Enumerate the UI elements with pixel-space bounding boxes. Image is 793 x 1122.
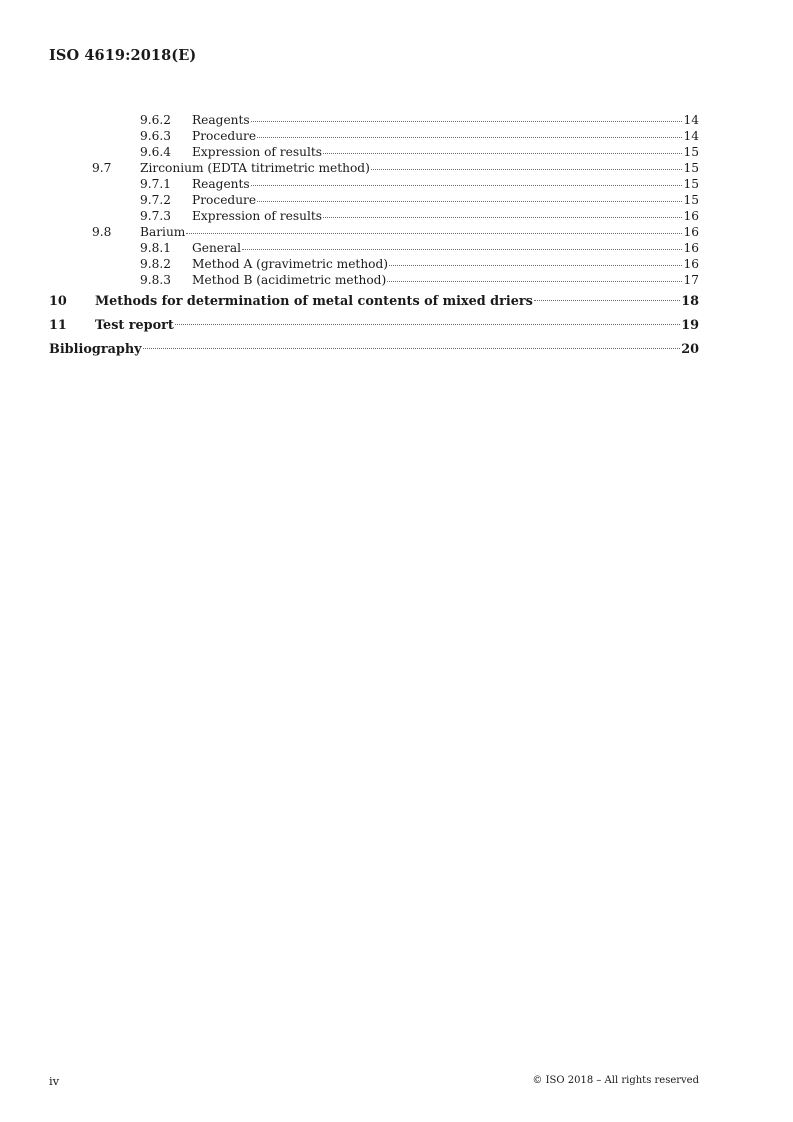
dot-leader bbox=[251, 121, 683, 122]
toc-entry-number: 9.8.1 bbox=[140, 241, 172, 255]
toc-entry-title: Zirconium (EDTA titrimetric method) bbox=[140, 161, 370, 175]
dot-leader bbox=[257, 137, 682, 138]
dot-leader bbox=[534, 300, 680, 301]
dot-leader bbox=[251, 185, 683, 186]
toc-entry-9-7-3[interactable] bbox=[49, 208, 699, 224]
document-identifier: ISO 4619:2018(E) bbox=[49, 47, 197, 64]
toc-entry-title: Barium bbox=[140, 225, 186, 239]
dot-leader bbox=[323, 153, 682, 154]
toc-entry-number: 9.8.2 bbox=[140, 257, 172, 271]
toc-entry-page: 16 bbox=[683, 257, 699, 271]
toc-entry-number: 11 bbox=[49, 318, 67, 333]
toc-entry-title: Procedure bbox=[192, 129, 257, 143]
dot-leader bbox=[186, 233, 682, 234]
dot-leader bbox=[323, 217, 682, 218]
toc-entry-9-7-1[interactable] bbox=[49, 176, 699, 192]
toc-entry-number: 9.7.1 bbox=[140, 177, 172, 191]
toc-entry-number: 9.7.3 bbox=[140, 209, 172, 223]
toc-entry-number: 9.8.3 bbox=[140, 273, 172, 287]
table-of-contents bbox=[49, 112, 699, 362]
toc-entry-9-8-3[interactable] bbox=[49, 272, 699, 288]
toc-entry-page: 19 bbox=[681, 318, 699, 333]
toc-entry-title: Procedure bbox=[192, 193, 257, 207]
toc-entry-number: 9.7.2 bbox=[140, 193, 172, 207]
dot-leader bbox=[387, 281, 682, 282]
toc-entry-10[interactable] bbox=[49, 290, 699, 314]
toc-entry-title: Expression of results bbox=[192, 209, 322, 223]
page-number: iv bbox=[49, 1074, 60, 1088]
toc-entry-page: 16 bbox=[683, 225, 699, 239]
toc-entry-9-6-2[interactable] bbox=[49, 112, 699, 128]
toc-entry-title: Expression of results bbox=[192, 145, 322, 159]
toc-entry-number: 9.6.3 bbox=[140, 129, 172, 143]
toc-entry-title: Bibliography bbox=[49, 342, 142, 357]
toc-entry-title: Reagents bbox=[192, 113, 250, 127]
toc-entry-9-7[interactable] bbox=[49, 160, 699, 176]
toc-entry-title: Reagents bbox=[192, 177, 250, 191]
toc-entry-number: 9.7 bbox=[92, 161, 112, 175]
toc-entry-page: 15 bbox=[683, 145, 699, 159]
toc-entry-number: 9.6.4 bbox=[140, 145, 172, 159]
toc-entry-page: 20 bbox=[681, 342, 699, 357]
toc-entry-11[interactable] bbox=[49, 314, 699, 338]
toc-entry-page: 14 bbox=[683, 113, 699, 127]
toc-entry-9-6-4[interactable] bbox=[49, 144, 699, 160]
dot-leader bbox=[257, 201, 682, 202]
toc-entry-number: 10 bbox=[49, 294, 67, 309]
toc-entry-9-8-1[interactable] bbox=[49, 240, 699, 256]
toc-entry-title: Method B (acidimetric method) bbox=[192, 273, 387, 287]
toc-entry-9-7-2[interactable] bbox=[49, 192, 699, 208]
toc-entry-9-8[interactable] bbox=[49, 224, 699, 240]
toc-entry-page: 17 bbox=[683, 273, 699, 287]
copyright-notice: © ISO 2018 – All rights reserved bbox=[532, 1075, 699, 1086]
dot-leader bbox=[371, 169, 683, 170]
toc-entry-title: Methods for determination of metal contents of mixed driers bbox=[95, 294, 533, 309]
toc-entry-number: 9.8 bbox=[92, 225, 112, 239]
toc-entry-page: 15 bbox=[683, 161, 699, 175]
dot-leader bbox=[143, 348, 681, 349]
dot-leader bbox=[175, 324, 680, 325]
dot-leader bbox=[242, 249, 682, 250]
toc-entry-title: General bbox=[192, 241, 241, 255]
dot-leader bbox=[389, 265, 682, 266]
toc-entry-page: 15 bbox=[683, 193, 699, 207]
toc-entry-page: 18 bbox=[681, 294, 699, 309]
toc-entry-title: Method A (gravimetric method) bbox=[192, 257, 389, 271]
toc-entry-page: 14 bbox=[683, 129, 699, 143]
toc-entry-page: 15 bbox=[683, 177, 699, 191]
toc-entry-number: 9.6.2 bbox=[140, 113, 172, 127]
toc-entry-9-6-3[interactable] bbox=[49, 128, 699, 144]
toc-entry-title: Test report bbox=[95, 318, 174, 333]
toc-entry-page: 16 bbox=[683, 209, 699, 223]
toc-entry-page: 16 bbox=[683, 241, 699, 255]
toc-entry-bibliography[interactable] bbox=[49, 338, 699, 362]
toc-entry-9-8-2[interactable] bbox=[49, 256, 699, 272]
